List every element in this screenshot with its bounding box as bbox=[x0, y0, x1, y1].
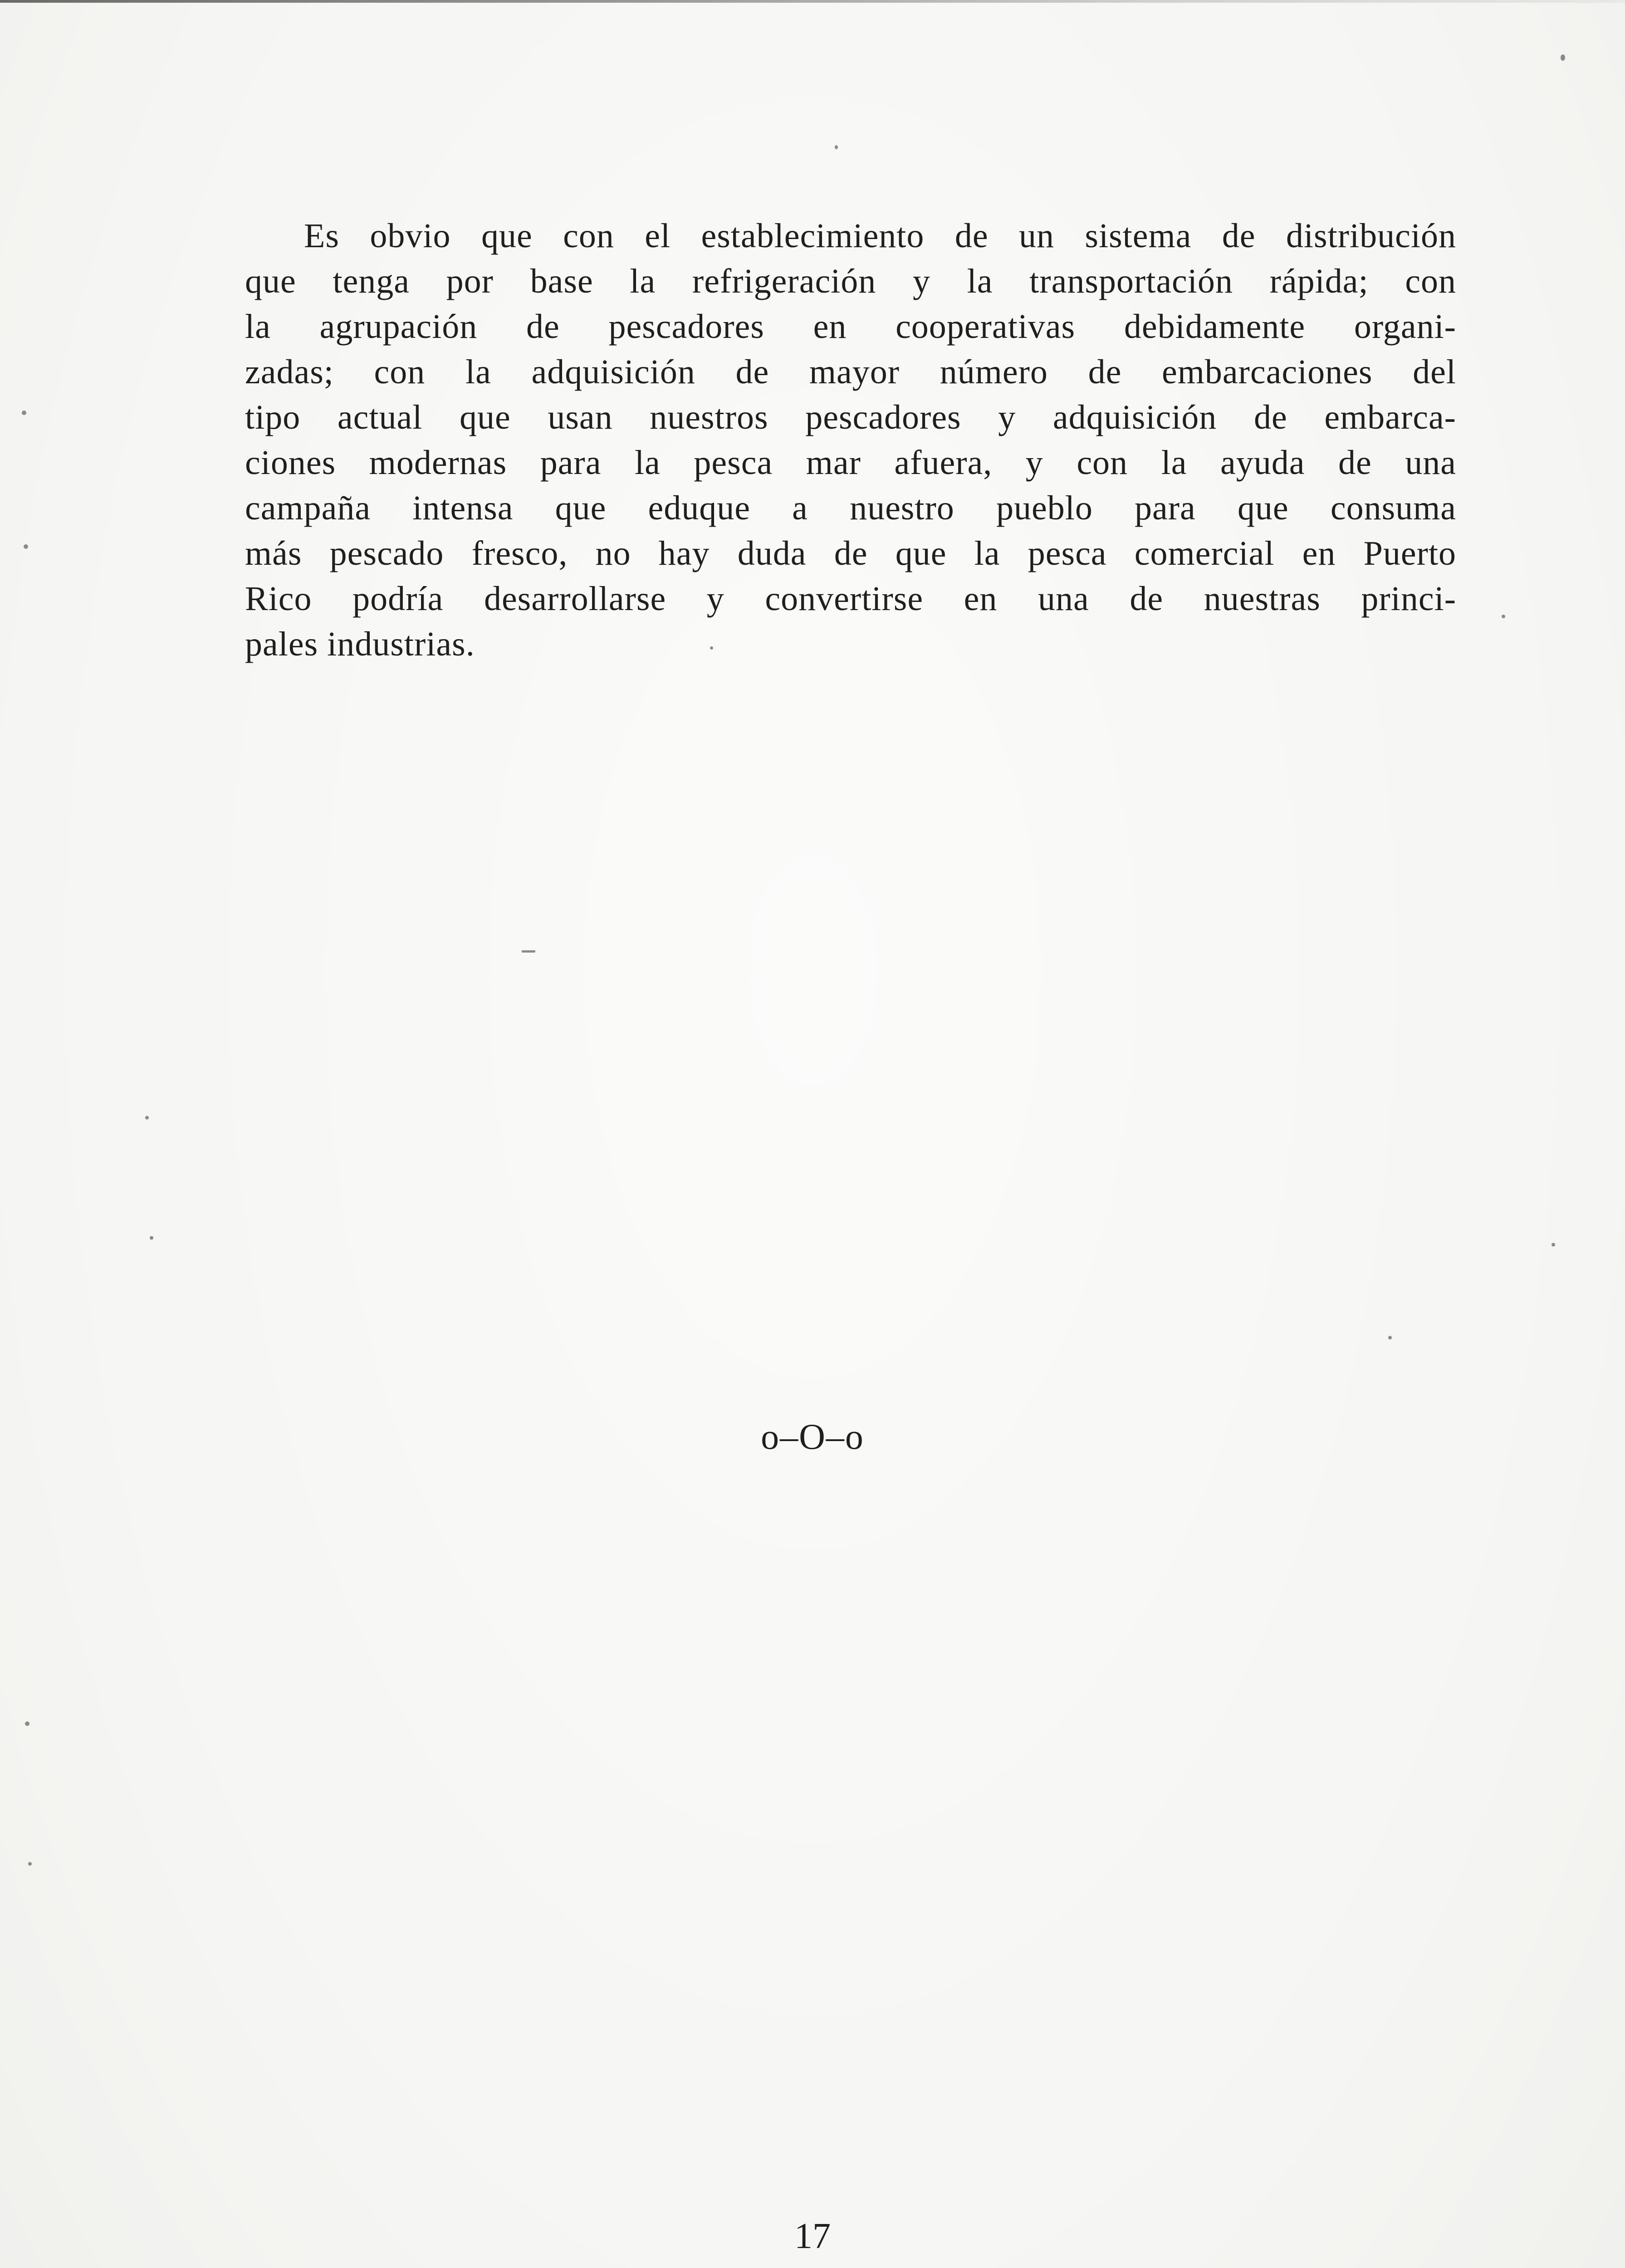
scan-speck bbox=[145, 1116, 149, 1119]
scan-speck bbox=[22, 411, 26, 415]
scan-speck bbox=[835, 145, 838, 149]
scan-speck bbox=[710, 646, 713, 650]
page-number: 17 bbox=[794, 2216, 831, 2256]
paragraph-line: Rico podría desarrollarse y convertirse en una de nuestras princi- bbox=[245, 580, 1456, 618]
scan-speck bbox=[150, 1236, 153, 1240]
paragraph-line: Es obvio que con el establecimiento de un sistema de distribución bbox=[304, 217, 1456, 255]
scan-speck bbox=[1552, 1243, 1555, 1246]
paragraph-line: más pescado fresco, no hay duda de que la pesca comercial en Puerto bbox=[245, 534, 1456, 572]
body-paragraph bbox=[245, 213, 1456, 667]
scan-speck bbox=[1388, 1336, 1392, 1339]
paragraph-line: zadas; con la adquisición de mayor número de embarcaciones del bbox=[245, 353, 1456, 391]
scan-speck bbox=[24, 544, 28, 549]
paragraph-line: que tenga por base la refrigeración y la transportación rápida; con bbox=[245, 262, 1456, 300]
paragraph-line: tipo actual que usan nuestros pescadores y adquisición de embarca- bbox=[245, 398, 1456, 436]
paragraph-line: la agrupación de pescadores en cooperativas debidamente organi- bbox=[245, 308, 1456, 346]
scan-speck bbox=[1561, 54, 1565, 61]
paragraph-line: pales industrias. bbox=[245, 625, 475, 663]
paragraph-line: campaña intensa que eduque a nuestro pueblo para que consuma bbox=[245, 489, 1456, 527]
scan-top-edge bbox=[0, 0, 1625, 3]
scan-speck bbox=[25, 1721, 29, 1726]
section-separator: o–O–o bbox=[761, 1417, 864, 1457]
paragraph-line: ciones modernas para la pesca mar afuera, y con la ayuda de una bbox=[245, 444, 1456, 482]
scan-speck bbox=[1502, 615, 1505, 618]
scan-speck bbox=[28, 1862, 32, 1866]
scan-speck bbox=[522, 950, 535, 953]
